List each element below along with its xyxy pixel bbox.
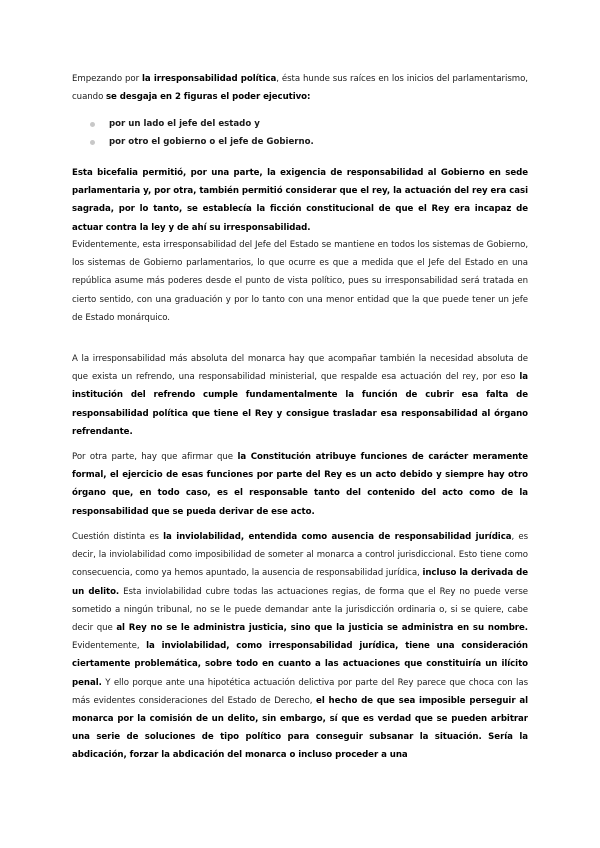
- paragraph-refrendo: [72, 350, 528, 441]
- bullet-list: [72, 116, 528, 151]
- list-item: por otro el gobierno o el jefe de Gobierno.: [72, 134, 528, 152]
- bold-text: se desgaja en 2 figuras el poder ejecutivo:: [105, 92, 311, 103]
- text-run: , es decir, la inviolabilidad como imposibilidad de someter al monarca a control jurisdiccional. Esto tiene como consecuencia, como ya hemos apuntado, la ausencia de responsabilidad jurídica,: [72, 532, 528, 579]
- text-run: Evidentemente,: [72, 641, 147, 652]
- paragraph-intro: [72, 70, 528, 106]
- text-run: Por otra parte, hay que afirmar que: [72, 452, 238, 462]
- bullet-icon: [90, 122, 95, 127]
- bold-text: incluso la derivada de un delito.: [72, 568, 528, 597]
- text-run: Y ello porque ante una hipotética actuación delictiva por parte del Rey parece que choca con las más evidentes consideraciones del Estado de Derecho,: [72, 677, 528, 706]
- bold-text: el hecho de que sea imposible perseguir al monarca por la comisión de un delito, sin embargo, sí que es verdad que se pueden arbitrar una serie de soluciones de tipo político para conseguir subsanar la situación. Sería la abdicación, forzar la abdicación del monarca o incluso proceder a una: [72, 695, 528, 761]
- text-run: Evidentemente, esta irresponsabilidad del Jefe del Estado se mantiene en todos los sistemas de Gobierno, los sistemas de Gobierno parlamentarios, lo que ocurre es que a medida que el Jefe del Estado en una república asume más poderes desde el punto de vista político, pues su irresponsabilidad será tratada en cierto sentido, con una graduación y por lo tanto con una menor entidad que la que puede tener un jefe de Estado monárquico.: [72, 240, 528, 323]
- paragraph-inviolabilidad: [72, 528, 528, 765]
- bold-text: la Constitución atribuye funciones de carácter meramente formal, el ejercicio de esas funciones por parte del Rey es un acto debido y siempre hay otro órgano que, en todo caso, es el responsable tanto del contenido del acto como de la responsabilidad que se pueda derivar de ese acto.: [72, 452, 529, 517]
- bold-text: la inviolabilidad, entendida como ausencia de responsabilidad jurídica: [163, 532, 512, 542]
- bold-text: la irresponsabilidad política: [142, 74, 277, 84]
- bold-text: la inviolabilidad, como irresponsabilidad jurídica, tiene una consideración ciertamente problemática, sobre todo en cuanto a las actuaciones que constituiría un ilícito penal.: [72, 641, 528, 688]
- text-run: , ésta hunde sus raíces en los inicios del parlamentarismo, cuando: [72, 74, 528, 103]
- bullet-icon: [90, 140, 95, 145]
- list-item: por un lado el jefe del estado y: [72, 116, 528, 134]
- paragraph-evidentemente: [72, 236, 528, 327]
- text-run: Empezando por: [72, 74, 143, 84]
- paragraph-bicefalia: [72, 164, 528, 237]
- bold-text: la institución del refrendo cumple fundamentalmente la función de cubrir esa falta de responsabilidad política que tiene el Rey y consigue trasladar esa responsabilidad al órgano refrendante.: [72, 372, 528, 437]
- paragraph-funciones: [72, 448, 528, 521]
- bold-text: Esta bicefalia permitió, por una parte, la exigencia de responsabilidad al Gobierno en sede parlamentaria y, por otra, también permitió considerar que el rey, la actuación del rey era casi sagrada, por lo tanto, se establecía la ficción constitucional de que el Rey era incapaz de actuar contra la ley y de ahí su irresponsabilidad.: [72, 168, 528, 233]
- bold-text: al Rey no se le administra justicia, sino que la justicia se administra en su nombre.: [116, 623, 528, 634]
- text-run: A la irresponsabilidad más absoluta del monarca hay que acompañar también la necesidad absoluta de que exista un refrendo, una responsabilidad ministerial, que respalde esa actuación del rey, por eso: [72, 354, 528, 383]
- text-run: Cuestión distinta es: [72, 532, 164, 542]
- text-run: Esta inviolabilidad cubre todas las actuaciones regias, de forma que el Rey no puede verse sometido a ningún tribunal, no se le puede demandar ante la jurisdicción ordinaria o, si se quiere, cabe decir que: [72, 586, 528, 634]
